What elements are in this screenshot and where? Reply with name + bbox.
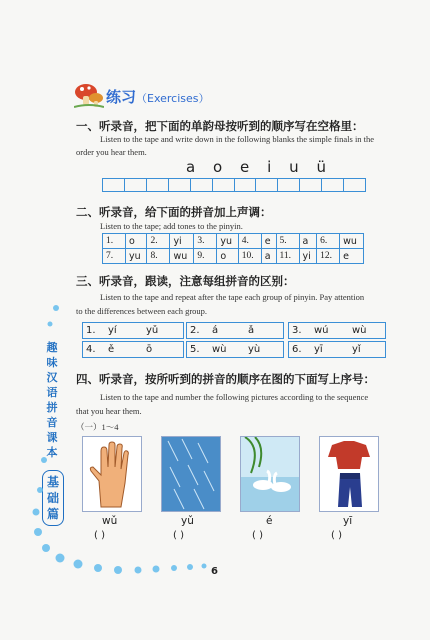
pinyin-cell[interactable]: yi bbox=[170, 234, 194, 249]
picture-caption: yī bbox=[343, 515, 353, 527]
item-number: 12. bbox=[317, 249, 340, 264]
item-number: 3. bbox=[194, 234, 217, 249]
item-number: 7. bbox=[103, 249, 126, 264]
answer-paren[interactable]: ( ) bbox=[331, 530, 342, 541]
section2-en: Listen to the tape; add tones to the pinyin. bbox=[100, 221, 243, 231]
answer-blank[interactable] bbox=[125, 179, 147, 191]
pinyin-b: ǎ bbox=[248, 325, 255, 336]
table-row bbox=[103, 249, 364, 264]
section2-title: 二、听录音，给下面的拼音加上声调： bbox=[76, 205, 272, 219]
item-number: 2. bbox=[147, 234, 170, 249]
answer-blank[interactable] bbox=[344, 179, 365, 191]
side-char: 汉 bbox=[46, 371, 58, 384]
pinyin-a: yī bbox=[314, 344, 323, 355]
section1-en-line2: order you hear them. bbox=[76, 147, 147, 157]
item-number: 6. bbox=[317, 234, 340, 249]
final-letter: a bbox=[186, 158, 196, 176]
item-number: 4. bbox=[238, 234, 261, 249]
answer-blank[interactable] bbox=[169, 179, 191, 191]
answer-blank[interactable] bbox=[103, 179, 125, 191]
clothes-icon bbox=[320, 437, 378, 511]
clothes-picture bbox=[319, 436, 379, 512]
pinyin-a: wú bbox=[314, 325, 329, 336]
final-letter: e bbox=[240, 158, 250, 176]
answer-blank[interactable] bbox=[256, 179, 278, 191]
swan-icon bbox=[241, 437, 299, 511]
section4-title: 四、听录音，按所听到的拼音的顺序在图的下面写上序号： bbox=[76, 372, 375, 386]
bubble-decoration bbox=[28, 300, 228, 590]
group-number: 6. bbox=[292, 344, 302, 355]
pinyin-a: ě bbox=[108, 344, 115, 355]
item-number: 1. bbox=[103, 234, 126, 249]
pinyin-b: wù bbox=[352, 325, 367, 336]
item-number: 10. bbox=[238, 249, 261, 264]
pinyin-cell[interactable]: wu bbox=[170, 249, 194, 264]
picture-caption: wǔ bbox=[102, 515, 118, 527]
side-char: 味 bbox=[46, 356, 58, 369]
section3-en-line1: Listen to the tape and repeat after the tape each group of pinyin. Pay attention bbox=[100, 292, 365, 302]
pinyin-cell[interactable]: a bbox=[299, 234, 317, 249]
pinyin-cell[interactable]: e bbox=[340, 249, 364, 264]
answer-blank[interactable] bbox=[191, 179, 213, 191]
pinyin-cell[interactable]: yi bbox=[299, 249, 317, 264]
picture-caption: yǔ bbox=[181, 515, 194, 527]
picture-caption: é bbox=[266, 515, 273, 527]
group-number: 4. bbox=[86, 344, 96, 355]
answer-blank[interactable] bbox=[147, 179, 169, 191]
side-char: 趣 bbox=[46, 341, 58, 354]
mushroom-icon bbox=[74, 82, 104, 108]
side-char: 础 bbox=[46, 491, 59, 505]
section1-en-line1: Listen to the tape and write down in the following blanks the simple finals in the bbox=[100, 134, 375, 144]
pinyin-a: á bbox=[212, 325, 219, 336]
section1-title: 一、听录音，把下面的单韵母按听到的顺序写在空格里： bbox=[76, 119, 364, 133]
pinyin-cell[interactable]: o bbox=[126, 234, 147, 249]
item-number: 11. bbox=[276, 249, 299, 264]
answer-blank[interactable] bbox=[235, 179, 257, 191]
item-number: 5. bbox=[276, 234, 299, 249]
pinyin-cell[interactable]: yu bbox=[217, 234, 238, 249]
section4-part: （一）1～4 bbox=[76, 422, 119, 432]
pinyin-b: ō bbox=[146, 344, 153, 355]
answer-paren[interactable]: ( ) bbox=[94, 530, 105, 541]
pinyin-group bbox=[288, 341, 386, 358]
pinyin-b: yǔ bbox=[146, 325, 159, 336]
pinyin-a: wù bbox=[212, 344, 227, 355]
pinyin-cell[interactable]: yu bbox=[126, 249, 147, 264]
page-number: 6 bbox=[211, 566, 218, 577]
final-letter: u bbox=[289, 158, 299, 176]
section4-en-line2: that you hear them. bbox=[76, 406, 142, 416]
side-char: 篇 bbox=[46, 507, 59, 521]
final-letter: i bbox=[267, 158, 272, 176]
section3-en-line2: to the differences between each group. bbox=[76, 306, 208, 316]
section3-title: 三、听录音，跟读，注意每组拼音的区别： bbox=[76, 274, 295, 288]
answer-paren[interactable]: ( ) bbox=[252, 530, 263, 541]
exercises-heading bbox=[106, 86, 210, 107]
item-number: 8. bbox=[147, 249, 170, 264]
pinyin-cell[interactable]: e bbox=[261, 234, 276, 249]
side-char: 基 bbox=[46, 475, 59, 489]
tone-table bbox=[102, 233, 364, 264]
swans-picture bbox=[240, 436, 300, 512]
exercises-title-cn: 练习 bbox=[106, 88, 137, 106]
side-char: 语 bbox=[46, 386, 58, 399]
answer-blank[interactable] bbox=[322, 179, 344, 191]
answer-blank[interactable] bbox=[213, 179, 235, 191]
group-number: 5. bbox=[190, 344, 200, 355]
final-letter: o bbox=[213, 158, 223, 176]
final-letter: ü bbox=[316, 158, 326, 176]
answer-blanks[interactable] bbox=[102, 178, 366, 192]
finals-list bbox=[186, 158, 326, 176]
side-char: 拼 bbox=[46, 401, 58, 414]
pinyin-b: yù bbox=[248, 344, 261, 355]
group-number: 1. bbox=[86, 325, 96, 336]
pinyin-a: yí bbox=[108, 325, 117, 336]
answer-blank[interactable] bbox=[300, 179, 322, 191]
answer-blank[interactable] bbox=[278, 179, 300, 191]
side-char: 音 bbox=[46, 416, 58, 429]
group-number: 3. bbox=[292, 325, 302, 336]
exercises-title-en: （Exercises） bbox=[136, 92, 210, 105]
side-char: 课 bbox=[46, 431, 58, 444]
table-row bbox=[103, 234, 364, 249]
pinyin-cell[interactable]: wu bbox=[340, 234, 364, 249]
pinyin-group bbox=[288, 322, 386, 339]
side-char: 本 bbox=[46, 446, 58, 459]
pinyin-cell[interactable]: o bbox=[217, 249, 238, 264]
pinyin-cell[interactable]: a bbox=[261, 249, 276, 264]
answer-paren[interactable]: ( ) bbox=[173, 530, 184, 541]
pinyin-b: yǐ bbox=[352, 344, 361, 355]
section4-en-line1: Listen to the tape and number the following pictures according to the sequence bbox=[100, 392, 369, 402]
item-number: 9. bbox=[194, 249, 217, 264]
group-number: 2. bbox=[190, 325, 200, 336]
